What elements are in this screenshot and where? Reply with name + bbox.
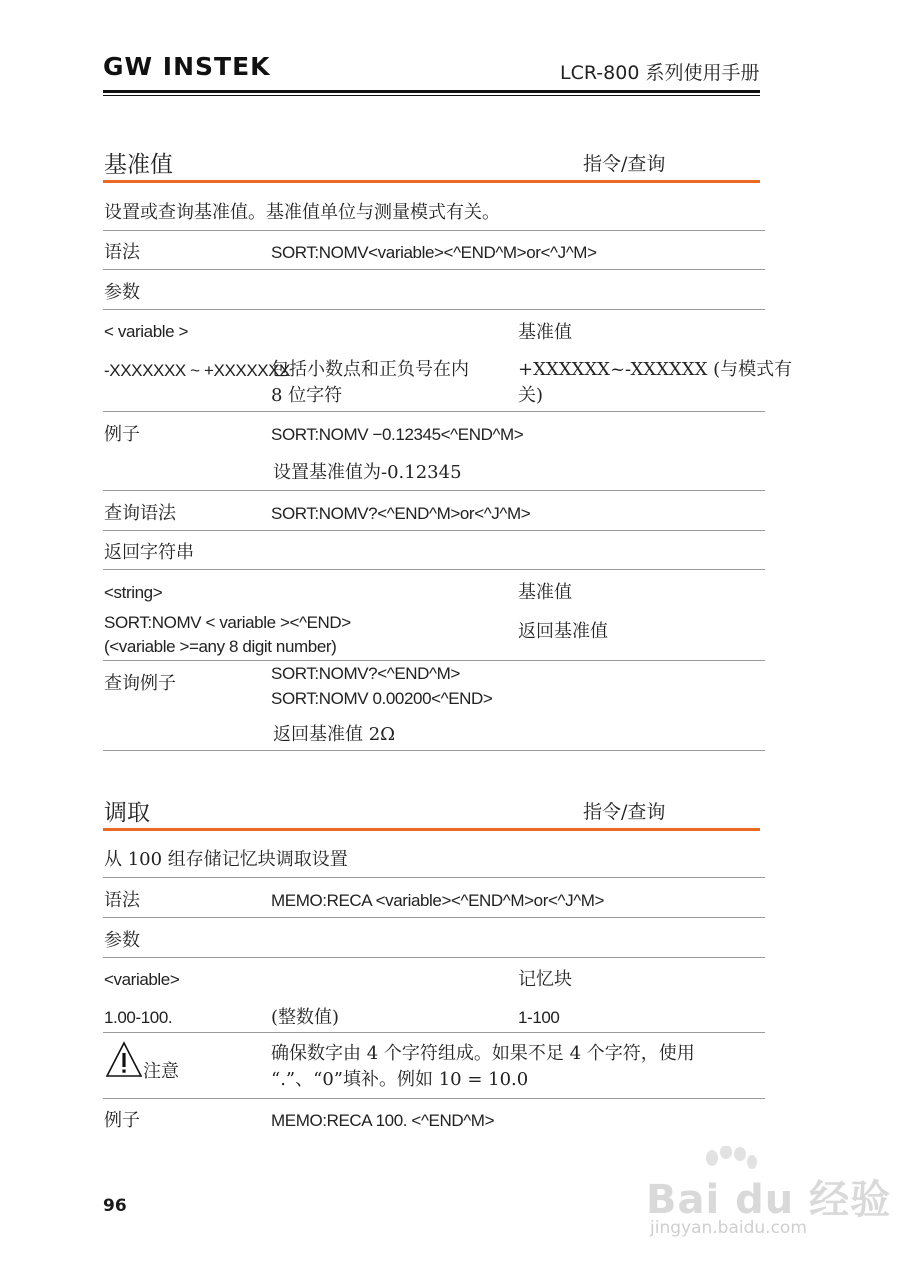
row-divider	[103, 490, 765, 491]
page-number: 96	[103, 1196, 127, 1216]
row-divider	[103, 569, 765, 570]
return-name: <string>	[104, 583, 163, 602]
return-value-2: (<variable >=any 8 digit number)	[104, 637, 337, 656]
return-label: 返回字符串	[104, 542, 194, 563]
query-example-description: 返回基准值 2Ω	[273, 724, 396, 745]
param-value-2: 关)	[518, 385, 544, 406]
warning-icon	[104, 1040, 144, 1080]
section-orange-rule	[103, 180, 760, 183]
watermark-brand: Bai du 经验	[646, 1177, 892, 1223]
syntax-label: 语法	[104, 890, 140, 911]
row-divider	[103, 957, 765, 958]
watermark-url: jingyan.baidu.com	[650, 1218, 807, 1238]
section-type: 指令/查询	[583, 153, 666, 175]
header-rule-thin	[103, 95, 760, 96]
row-divider	[103, 1032, 765, 1033]
param-name: <variable>	[104, 970, 180, 989]
example-description: 设置基准值为-0.12345	[273, 462, 462, 483]
note-text-1: 确保数字由 4 个字符组成。如果不足 4 个字符，使用	[271, 1043, 695, 1064]
row-divider	[103, 917, 765, 918]
section-title: 调取	[104, 800, 150, 826]
example-command: MEMO:RECA 100. <^END^M>	[271, 1111, 495, 1130]
param-desc-head: 记忆块	[518, 969, 572, 990]
return-value-1: SORT:NOMV < variable ><^END>	[104, 613, 351, 632]
param-range-desc: (整数值)	[271, 1007, 340, 1028]
section-orange-rule	[103, 828, 760, 831]
note-text-2: “.”、“0”填补。例如 10 = 10.0	[271, 1069, 529, 1090]
manual-title: LCR-800 系列使用手册	[560, 62, 760, 84]
param-value: 1-100	[518, 1008, 560, 1027]
param-range: -XXXXXXX ~ +XXXXXXX	[104, 361, 291, 380]
section-description: 设置或查询基准值。基准值单位与测量模式有关。	[104, 202, 500, 223]
row-divider	[103, 877, 765, 878]
query-example-command-2: SORT:NOMV 0.00200<^END>	[271, 689, 493, 708]
row-divider	[103, 750, 765, 751]
param-range-desc-1: 包括小数点和正负号在内	[271, 359, 469, 380]
param-label: 参数	[104, 930, 140, 951]
query-syntax-command: SORT:NOMV?<^END^M>or<^J^M>	[271, 504, 531, 523]
param-range-desc-2: 8 位字符	[271, 385, 343, 406]
brand-logo: GW INSTEK	[103, 52, 271, 81]
syntax-label: 语法	[104, 242, 140, 263]
query-example-label: 查询例子	[104, 673, 176, 694]
section-title: 基准值	[104, 152, 173, 178]
return-desc-head: 基准值	[518, 582, 572, 603]
row-divider	[103, 230, 765, 231]
section-type: 指令/查询	[583, 801, 666, 823]
row-divider	[103, 1098, 765, 1099]
param-range: 1.00-100.	[104, 1008, 173, 1027]
example-label: 例子	[104, 1110, 140, 1131]
param-value-1: +XXXXXX~-XXXXXX (与模式有	[518, 359, 793, 380]
row-divider	[103, 530, 765, 531]
return-description: 返回基准值	[518, 621, 608, 642]
example-label: 例子	[104, 424, 140, 445]
query-example-command-1: SORT:NOMV?<^END^M>	[271, 664, 460, 683]
section-description: 从 100 组存储记忆块调取设置	[104, 849, 348, 870]
syntax-command: MEMO:RECA <variable><^END^M>or<^J^M>	[271, 891, 605, 910]
header-rule	[103, 90, 760, 93]
param-desc-head: 基准值	[518, 322, 572, 343]
note-label: 注意	[143, 1061, 179, 1082]
syntax-command: SORT:NOMV<variable><^END^M>or<^J^M>	[271, 243, 597, 262]
query-syntax-label: 查询语法	[104, 503, 176, 524]
row-divider	[103, 660, 765, 661]
row-divider	[103, 309, 765, 310]
param-name: < variable >	[104, 322, 189, 341]
param-label: 参数	[104, 282, 140, 303]
example-command: SORT:NOMV −0.12345<^END^M>	[271, 425, 524, 444]
row-divider	[103, 269, 765, 270]
row-divider	[103, 411, 765, 412]
